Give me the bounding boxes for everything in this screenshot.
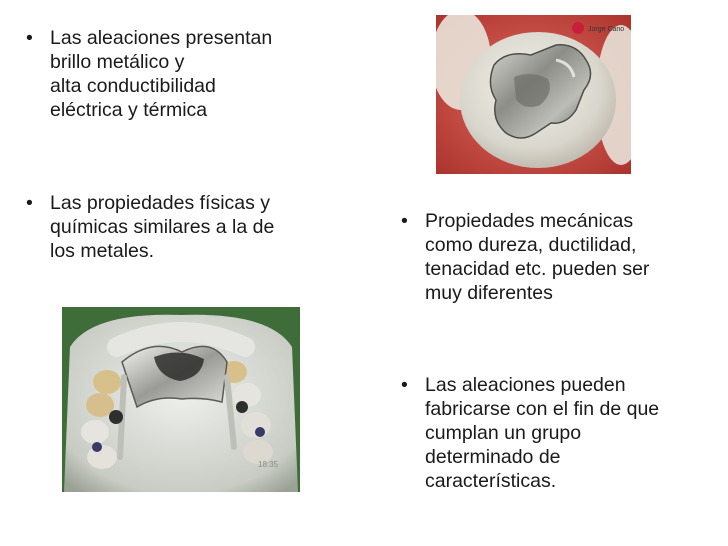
bullet-line: químicas similares a la de [50, 216, 275, 238]
bullet-line: muy diferentes [425, 282, 553, 304]
photo-watermark: Jorge Cano [588, 26, 625, 33]
bullet-line: determinado de [425, 446, 561, 468]
bullet-line: cumplan un grupo [425, 422, 582, 444]
tooth-filling-photo [436, 15, 631, 174]
bullet-line: los metales. [50, 240, 155, 262]
bullet-dot: • [401, 374, 408, 396]
bullet-line: alta conductibilidad [50, 75, 216, 97]
bullet-line: tenacidad etc. pueden ser [425, 258, 650, 280]
bullet-line: brillo metálico y [50, 51, 185, 73]
bullet-line: características. [425, 470, 557, 492]
right-bullet-1 [401, 209, 649, 305]
denture-frame-photo [62, 307, 300, 492]
bullet-line: Las aleaciones presentan [50, 27, 273, 49]
bullet-line: Las propiedades físicas y [50, 192, 271, 214]
bullet-line: Propiedades mecánicas [425, 210, 634, 232]
bullet-dot: • [26, 192, 33, 214]
photo-mark: 18:35 [258, 460, 279, 469]
bullet-line: Las aleaciones pueden [425, 374, 626, 396]
bullet-line: fabricarse con el fin de que [425, 398, 660, 420]
bullet-line: como dureza, ductilidad, [425, 234, 637, 256]
left-bullet-1 [26, 26, 272, 122]
bullet-line: eléctrica y térmica [50, 99, 208, 121]
bullet-dot: • [26, 27, 33, 49]
left-bullet-2 [26, 191, 274, 263]
right-bullet-2 [401, 373, 659, 493]
bullet-dot: • [401, 210, 408, 232]
